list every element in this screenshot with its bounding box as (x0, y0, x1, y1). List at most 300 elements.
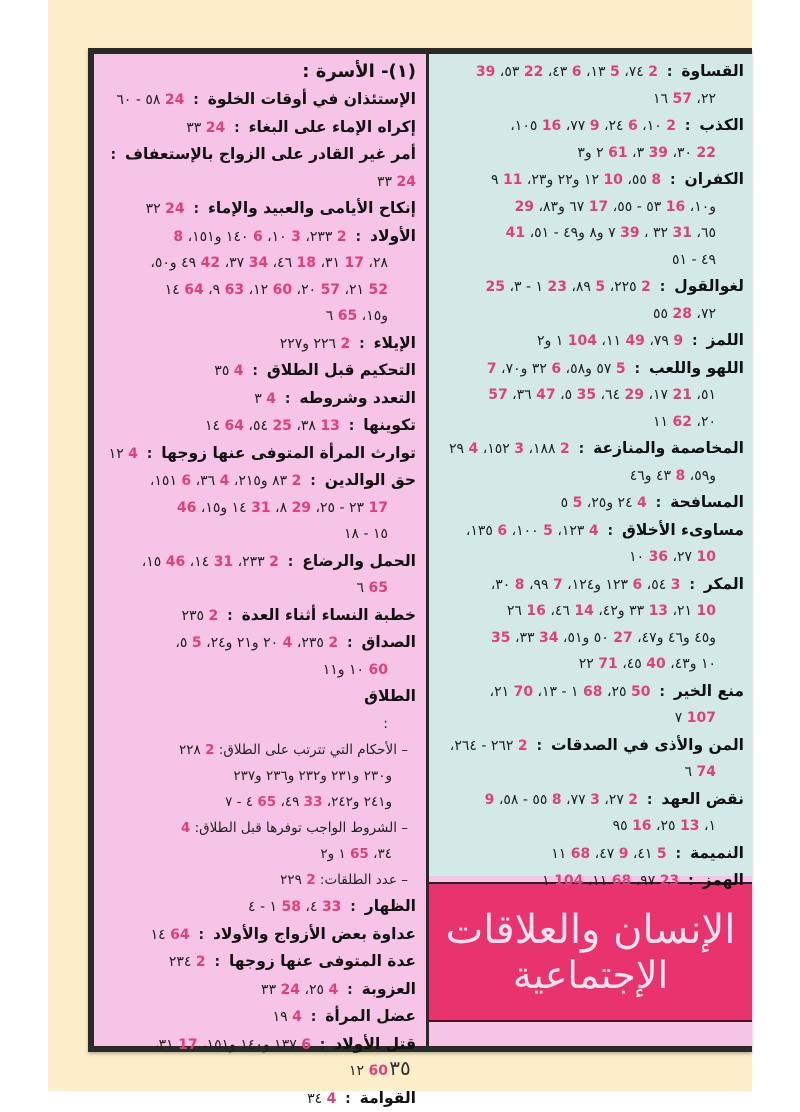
surah-number: 2 (666, 118, 676, 134)
surah-number: 39 (476, 64, 495, 80)
index-entry (98, 976, 416, 1004)
index-term: المن والأذى في الصدقات (551, 736, 744, 754)
verse-numbers: ١٢٣، (553, 523, 589, 539)
verse-numbers: ١٠، (263, 229, 291, 245)
surah-number: 39 (620, 225, 639, 241)
surah-number: 36 (649, 549, 668, 565)
index-term: المخاصمة والمنازعة (593, 439, 744, 457)
surah-number: 68 (612, 873, 631, 889)
index-term: تكوينها (363, 416, 416, 434)
reference-line (433, 678, 744, 706)
verse-numbers: ٨٣ و٢١٥، (229, 473, 291, 489)
reference-line (433, 489, 744, 517)
verse-numbers: ٣٦، (508, 387, 536, 403)
colon-separator: : (347, 229, 370, 245)
subentry-label: – الشروط الواجب توفرها قبل الطلاق: (190, 820, 408, 836)
verse-numbers: و٤٥ و٤٦ و٤٧، (633, 630, 716, 646)
talaq-entry (98, 683, 416, 893)
surah-number: 2 (269, 554, 279, 570)
verse-numbers: ٣٠، (668, 145, 696, 161)
surah-number: 4 (329, 982, 339, 998)
verse-numbers: ١ - ١٣، (533, 684, 583, 700)
surah-number: 5 (573, 495, 583, 511)
verse-numbers: ١٠ و١١ (323, 662, 369, 678)
verse-numbers: ٣٢ (146, 201, 166, 217)
index-term: اللمز (707, 331, 745, 349)
verse-numbers: ٢٠، (692, 414, 716, 430)
surah-number: 46 (177, 500, 196, 516)
verse-numbers: ٧٧، (562, 792, 590, 808)
index-entry (98, 330, 416, 358)
verse-numbers: ٨٩، (567, 279, 595, 295)
surah-number: 57 (488, 387, 507, 403)
index-term: حق الوالدين (325, 471, 416, 489)
reference-line (433, 112, 744, 140)
index-term: قتل الأولاد (334, 1035, 416, 1053)
surah-number: 6 (551, 361, 561, 377)
surah-number: 34 (539, 630, 558, 646)
surah-number: 4 (220, 473, 230, 489)
surah-number: 29 (515, 199, 534, 215)
verse-numbers: ٤٣ و٤٦ (630, 468, 676, 484)
surah-number: 60 (273, 282, 292, 298)
verse-numbers: ٩٧، (631, 873, 659, 889)
surah-number: 47 (536, 387, 555, 403)
surah-number: 16 (666, 199, 685, 215)
verse-numbers: ٣٣ (186, 120, 206, 136)
verse-numbers: ٥٧ و٥٨، (561, 361, 616, 377)
family-entries (98, 86, 416, 683)
verse-numbers: ١ و٢ (537, 333, 568, 349)
verse-numbers: ٢٦٢ - ٢٦٤، (450, 738, 518, 754)
verse-numbers: ٣٢ ، (640, 225, 673, 241)
reference-line (98, 867, 416, 893)
index-term: إكراه الإماء على البغاء (249, 118, 416, 136)
index-entry (98, 1003, 416, 1031)
index-term: الهمز (703, 871, 744, 889)
reference-line (433, 273, 744, 301)
verse-numbers: ٦ (685, 764, 697, 780)
index-entry (433, 58, 744, 112)
index-entry (433, 273, 744, 327)
surah-number: 31 (251, 500, 270, 516)
reference-line (98, 1031, 416, 1059)
verse-numbers: ٥، (175, 635, 192, 651)
index-entry (98, 629, 416, 683)
verse-numbers: ١٥ - ١٨ (344, 526, 388, 542)
index-term: القوامة (360, 1089, 416, 1107)
verse-numbers: ١٤ (165, 282, 185, 298)
verse-numbers: ٧٧، (561, 118, 589, 134)
verse-numbers: ٥٣ - ٥٥، (608, 199, 665, 215)
verse-numbers: ٦ (357, 580, 369, 596)
surah-number: 8 (552, 792, 562, 808)
surah-number: 4 (292, 1009, 302, 1025)
index-entry (98, 893, 416, 921)
index-entry (98, 440, 416, 468)
colon-separator: : (651, 279, 674, 295)
verse-numbers: ١٠٠، (507, 523, 543, 539)
index-entry (433, 678, 744, 732)
verse-numbers: ٣٧، (220, 255, 248, 271)
surah-number: 60 (369, 1063, 388, 1079)
surah-number: 7 (553, 577, 563, 593)
verse-numbers: ٩ (491, 172, 503, 188)
banner-title-line1: الإنسان والعلاقات (446, 907, 736, 953)
index-entry (98, 412, 416, 440)
index-entry (98, 948, 416, 976)
surah-number: 17 (345, 255, 364, 271)
reference-line (98, 815, 416, 841)
index-term: أمر غير القادر على الزواج بالإستعفاف (125, 145, 416, 163)
surah-number: 41 (506, 225, 525, 241)
surah-number: 3 (514, 441, 524, 457)
surah-number: 65 (350, 846, 369, 862)
verse-numbers: ١٤ (205, 418, 225, 434)
surah-number: 104 (554, 873, 583, 889)
index-term: لغوالقول (674, 277, 744, 295)
surah-number: 10 (697, 549, 716, 565)
reference-line (98, 385, 416, 413)
verse-numbers: ٥، (556, 387, 577, 403)
verse-numbers: ٦٤، (596, 387, 624, 403)
reference-line (433, 327, 744, 355)
colon-separator: : (658, 64, 681, 80)
surah-number: 46 (166, 554, 185, 570)
surah-number: 52 (369, 282, 388, 298)
verse-numbers: ١٥٢، (478, 441, 514, 457)
reference-line (98, 575, 416, 602)
index-entry (98, 602, 416, 630)
verse-numbers: ٣٣ (377, 174, 397, 190)
verse-numbers: ٢١، (668, 603, 696, 619)
reference-line (433, 409, 744, 436)
reference-line (98, 921, 416, 949)
verse-numbers: ٨، (271, 500, 292, 516)
verse-numbers: و١٥، (357, 308, 388, 324)
reference-line (98, 277, 416, 304)
verse-numbers: ٧٢، (692, 306, 716, 322)
index-term: توارث المرأة المتوفى عنها زوجها (161, 444, 416, 462)
colon-separator: : (301, 473, 324, 489)
verse-numbers: ٦٥، (692, 225, 716, 241)
colon-separator: : (599, 523, 622, 539)
colon-separator: : (570, 441, 593, 457)
verse-numbers: ١٩ (273, 1009, 293, 1025)
surah-number: 16 (542, 118, 561, 134)
reference-line (433, 58, 744, 86)
surah-number: 65 (338, 308, 357, 324)
verse-numbers: ٥٥ - ٥٨، (494, 792, 551, 808)
surah-number: 64 (170, 927, 189, 943)
reference-line (98, 657, 416, 684)
verse-numbers: ٢٢ (579, 656, 599, 672)
surah-number: 71 (598, 656, 617, 672)
index-term: المسافحة (670, 493, 744, 511)
reference-line (433, 382, 744, 409)
colon-separator: : (676, 118, 699, 134)
verse-numbers: و١٠، (685, 199, 716, 215)
verse-numbers: ٣٦، (191, 473, 219, 489)
surah-number: 50 (631, 684, 650, 700)
verse-numbers: ١٤، (185, 554, 213, 570)
surah-number: 22 (697, 145, 716, 161)
index-entry (433, 517, 744, 571)
surah-number: 9 (673, 333, 683, 349)
surah-number: 9 (619, 846, 629, 862)
colon-separator: : (276, 391, 299, 407)
surah-number: 60 (369, 662, 388, 678)
verse-numbers: ٢ و٣ (577, 145, 608, 161)
verse-numbers: ١٢٣ و١٢٤، (563, 577, 633, 593)
reference-line (433, 571, 744, 599)
verse-numbers: ١٢ (109, 446, 129, 462)
verse-numbers: ٢٠ و٢١ و٢٤، (202, 635, 283, 651)
reference-line (98, 467, 416, 495)
verse-numbers: ٤٧، (590, 846, 618, 862)
reference-line (433, 435, 744, 463)
verse-numbers: ١٣٥، (466, 523, 498, 539)
surah-number: 9 (485, 792, 495, 808)
surah-number: 2 (328, 635, 338, 651)
surah-number: 4 (234, 363, 244, 379)
verse-numbers: ١١ (653, 414, 673, 430)
surah-number: 25 (486, 279, 505, 295)
verse-numbers: ١٥، (142, 554, 166, 570)
index-term: القساوة (681, 62, 744, 80)
surah-number: 68 (571, 846, 590, 862)
surah-number: 34 (249, 255, 268, 271)
surah-number: 16 (526, 603, 545, 619)
verse-numbers: ٤١، (628, 846, 656, 862)
colon-separator: : (311, 1037, 334, 1053)
verse-numbers: ٢٧، (600, 792, 628, 808)
surah-number: 2 (560, 441, 570, 457)
surah-number: 13 (320, 418, 339, 434)
surah-number: 13 (680, 818, 699, 834)
index-term: النميمة (690, 844, 744, 862)
verse-numbers: ٣، (628, 145, 649, 161)
surah-number: 29 (292, 500, 311, 516)
surah-number: 24 (165, 201, 184, 217)
index-entry (98, 357, 416, 385)
colon-separator: : (647, 495, 670, 511)
surah-number: 5 (657, 846, 667, 862)
surah-number: 28 (673, 306, 692, 322)
index-entry (433, 786, 744, 840)
surah-number: 40 (646, 656, 665, 672)
surah-number: 4 (128, 446, 138, 462)
surah-number: 2 (306, 872, 315, 888)
reference-line (98, 521, 416, 548)
reference-line (98, 629, 416, 657)
index-entry (433, 327, 744, 355)
reference-line (98, 250, 416, 277)
reference-line (433, 732, 744, 760)
index-term: خطبة النساء أثناء العدة (242, 606, 416, 624)
reference-line (98, 141, 416, 195)
index-term: اللهو واللعب (649, 359, 744, 377)
surah-number: 33 (322, 899, 341, 915)
reference-line (433, 355, 744, 383)
reference-line (98, 893, 416, 921)
surah-number: 17 (589, 199, 608, 215)
surah-number: 2 (196, 954, 206, 970)
surah-number: 5 (616, 361, 626, 377)
verse-numbers: ٥٤، (642, 577, 670, 593)
colon-separator: : (279, 554, 302, 570)
verse-numbers: ١٤٠ و١٥١، (183, 229, 253, 245)
verse-numbers: ٧ و٨ و٤٩ - ٥١، (525, 225, 620, 241)
verse-numbers: ٥١، (692, 387, 716, 403)
surah-number: 4 (266, 391, 276, 407)
verse-numbers: ٢٢٩ (280, 872, 306, 888)
surah-number: 14 (574, 603, 593, 619)
verse-numbers: ٣٣ (261, 982, 281, 998)
surah-number: 5 (610, 64, 620, 80)
colon-separator: : (650, 684, 673, 700)
reference-line (433, 705, 744, 732)
colon-separator: : (206, 954, 229, 970)
reference-line (98, 602, 416, 630)
surah-number: 2 (341, 336, 351, 352)
surah-number: 24 (165, 92, 184, 108)
verse-numbers: ٣٠، (491, 577, 515, 593)
surah-number: 57 (673, 91, 692, 107)
verse-numbers: و٢٣٠ و٢٣١ و٢٣٢ و٢٣٦ و٢٣٧ (233, 768, 392, 784)
surah-number: 74 (697, 764, 716, 780)
surah-number: 2 (292, 473, 302, 489)
index-term: نقض العهد (661, 790, 744, 808)
verse-numbers: ٣٨، (292, 418, 320, 434)
surah-number: 5 (192, 635, 202, 651)
verse-numbers: ١ و٢ (320, 846, 350, 862)
reference-line (98, 412, 416, 440)
reference-line (98, 86, 416, 114)
surah-number: 4 (283, 635, 293, 651)
reference-line (433, 759, 744, 786)
reference-line (433, 517, 744, 545)
colon-separator: : (626, 361, 649, 377)
surah-number: 17 (369, 500, 388, 516)
verse-numbers: ٣١، (154, 1037, 178, 1053)
verse-numbers: و٥٩، (685, 468, 716, 484)
index-term: الحمل والرضاع (302, 552, 416, 570)
colon-separator: : (338, 635, 361, 651)
verse-numbers: ٢٣٤ (169, 954, 196, 970)
verse-numbers: ٣٢ و٧٠، (497, 361, 552, 377)
verse-numbers: ٥٥، (623, 172, 651, 188)
index-term: الكذب (699, 116, 744, 134)
reference-line (433, 625, 744, 652)
verse-numbers: ٤، (301, 899, 322, 915)
reference-line (433, 301, 744, 328)
verse-numbers: ٩٥ (613, 818, 633, 834)
colon-separator: : (679, 873, 702, 889)
index-term: الظهار (365, 897, 416, 915)
index-term: عداوة بعض الأزواج والأولاد (213, 925, 416, 943)
surah-number: 16 (632, 818, 651, 834)
verse-numbers: ٢٦ (507, 603, 527, 619)
surah-number: 8 (515, 577, 525, 593)
surah-number: 23 (660, 873, 679, 889)
verse-numbers: ١٠، (638, 118, 666, 134)
surah-number: 17 (178, 1037, 197, 1053)
verse-numbers: ٢٣٥ (182, 608, 209, 624)
surah-number: 24 (206, 120, 225, 136)
reference-line (98, 976, 416, 1004)
talaq-subentry (98, 815, 416, 867)
surah-number: 35 (491, 630, 510, 646)
surah-number: 2 (209, 608, 219, 624)
surah-number: 65 (369, 580, 388, 596)
index-term: الأولاد (370, 227, 416, 245)
talaq-colon: : (98, 711, 416, 738)
surah-number: 2 (628, 792, 638, 808)
index-term: عضل المرأة (325, 1007, 416, 1025)
verse-numbers: ٢٤ و٢٥، (582, 495, 637, 511)
index-entry (433, 571, 744, 678)
reference-line (433, 140, 744, 167)
index-entry (433, 435, 744, 489)
index-entry (98, 1085, 416, 1112)
verse-numbers: ٢٥، (603, 684, 631, 700)
colon-separator: : (336, 1091, 359, 1107)
index-term: إنكاح الأيامى والعبيد والإماء (208, 199, 416, 217)
surah-number: 29 (625, 387, 644, 403)
colon-separator: : (350, 336, 373, 352)
reference-line (98, 330, 416, 358)
reference-line (98, 195, 416, 223)
surah-number: 6 (253, 229, 263, 245)
surah-number: 42 (201, 255, 220, 271)
colon-separator: : (218, 608, 241, 624)
reference-line (433, 598, 744, 625)
section-banner (429, 882, 752, 1022)
colon-separator: : (680, 577, 703, 593)
verse-numbers: ٢٢٨ (179, 742, 205, 758)
index-entry (98, 385, 416, 413)
left-index-list (94, 54, 426, 1112)
index-term: الصداق (361, 633, 416, 651)
reference-line (98, 789, 416, 815)
surah-number: 6 (181, 473, 191, 489)
surah-number: 33 (304, 794, 323, 810)
surah-number: 6 (572, 64, 582, 80)
reference-line (98, 1003, 416, 1031)
surah-number: 35 (577, 387, 596, 403)
verse-numbers: ٢٥، (300, 982, 328, 998)
reference-line (433, 194, 744, 221)
verse-numbers: ٣٣ و٤٢، (594, 603, 649, 619)
banner-title-line2: الإجتماعية (513, 953, 668, 997)
verse-numbers: ٥٤، (244, 418, 272, 434)
verse-numbers: ٦ (326, 308, 338, 324)
verse-numbers: ٤٦، (546, 603, 574, 619)
reference-line (433, 813, 744, 840)
index-entry (433, 355, 744, 436)
surah-number: 61 (608, 145, 627, 161)
reference-line (433, 166, 744, 194)
surah-number: 62 (673, 414, 692, 430)
surah-number: 4 (181, 820, 190, 836)
verse-numbers: ٤٩ - ٥١ (672, 252, 716, 268)
colon-separator: : (683, 333, 706, 349)
verse-numbers: ٩٩، (525, 577, 553, 593)
surah-number: 68 (583, 684, 602, 700)
verse-numbers: ١٢ (349, 1063, 369, 1079)
verse-numbers: ٢٤، (600, 118, 628, 134)
